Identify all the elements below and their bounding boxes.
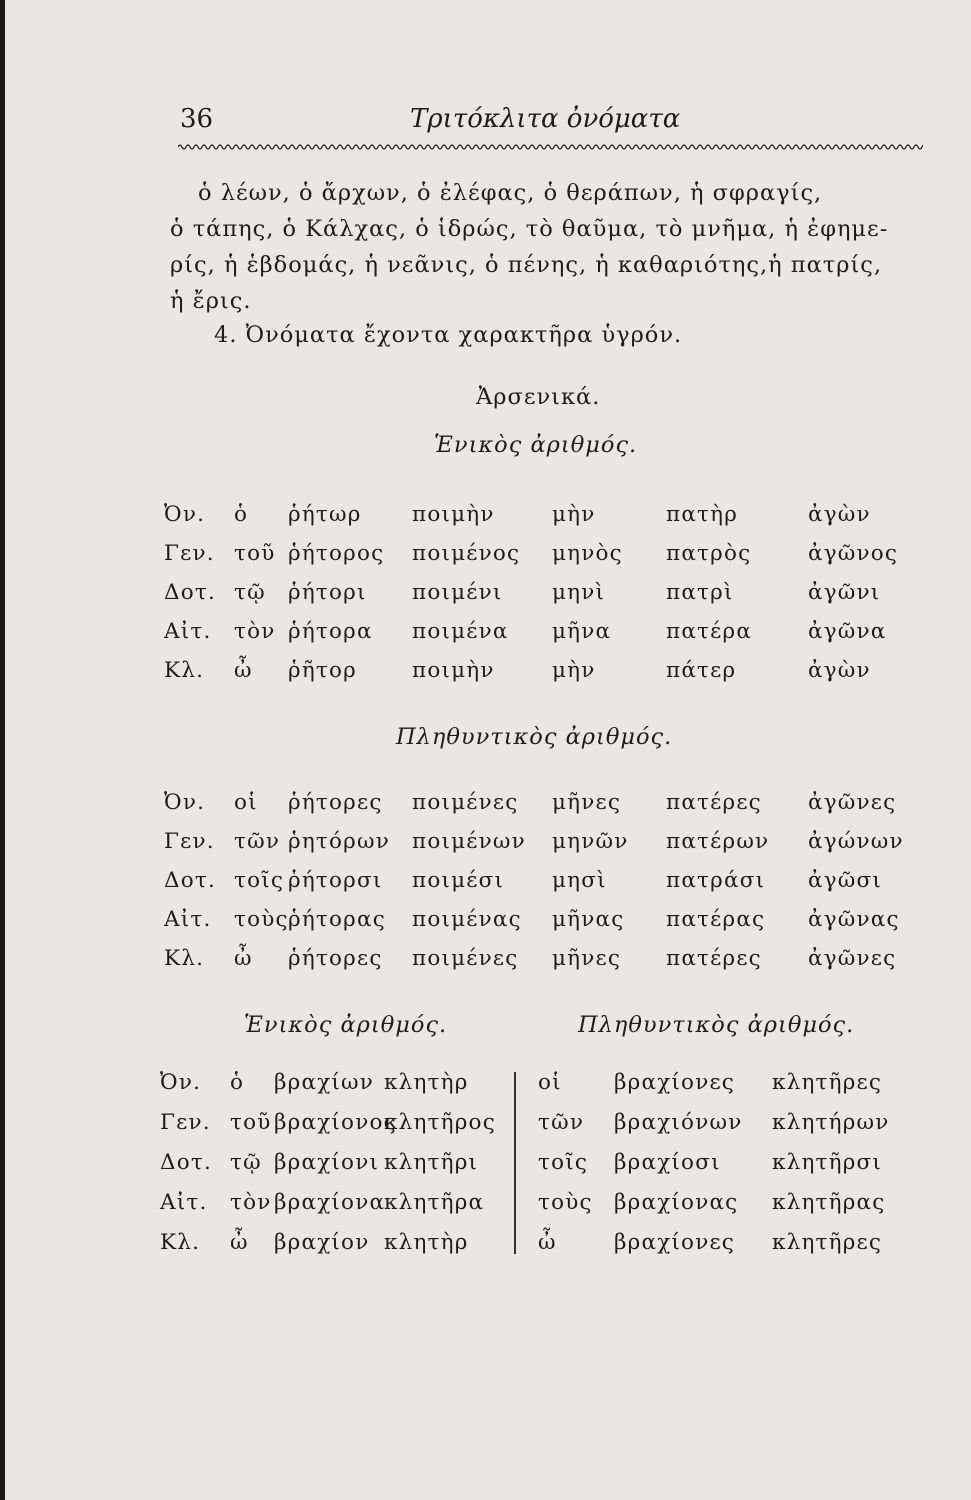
form-rhetor: ῥήτορα — [288, 619, 373, 644]
plural-article: τοῖς — [538, 1150, 589, 1175]
form-kleter: κλητῆρος — [384, 1110, 496, 1135]
article: τὸν — [230, 1190, 272, 1215]
case-label: Κλ. — [164, 658, 205, 683]
form-pater: πατέρας — [666, 907, 766, 932]
table2-singular-heading: Ἑνικὸς ἀριθμός. — [244, 1012, 448, 1038]
form-agon: ἀγὼν — [808, 658, 871, 683]
case-label: Δοτ. — [160, 1150, 212, 1175]
plural-article: οἱ — [538, 1070, 562, 1095]
article: τὸν — [234, 619, 276, 644]
case-label: Αἰτ. — [160, 1190, 208, 1215]
form-men: μησὶ — [552, 868, 607, 893]
article: τοῦ — [230, 1110, 272, 1135]
article: τοῦ — [234, 541, 276, 566]
plural-brachion: βραχίονας — [614, 1190, 739, 1215]
form-poimen: ποιμένα — [412, 619, 509, 644]
form-rhetor: ῥήτορας — [288, 907, 386, 932]
page-header — [180, 104, 920, 144]
article: ὁ — [234, 502, 249, 527]
article: τοὺς — [234, 907, 289, 932]
plural-kleter: κλητῆρσι — [772, 1150, 883, 1175]
form-rhetor: ῥήτορσι — [288, 868, 383, 893]
form-rhetor: ῥήτορες — [288, 790, 383, 815]
wavy-rule — [178, 140, 923, 154]
column-divider — [514, 1072, 516, 1254]
form-poimen: ποιμὴν — [412, 658, 495, 683]
article: τῷ — [230, 1150, 262, 1175]
gender-heading: Ἀρσενικά. — [476, 384, 601, 410]
form-agon: ἀγῶνα — [808, 619, 887, 644]
form-men: μῆνες — [552, 790, 622, 815]
form-kleter: κλητῆρι — [384, 1150, 479, 1175]
running-title: Τριτόκλιτα ὀνόματα — [410, 104, 681, 134]
form-poimen: ποιμέσι — [412, 868, 505, 893]
form-poimen: ποιμένας — [412, 907, 522, 932]
form-poimen: ποιμένες — [412, 790, 519, 815]
form-rhetor: ῥητόρων — [288, 829, 391, 854]
case-label: Δοτ. — [164, 868, 216, 893]
form-agon: ἀγῶσι — [808, 868, 883, 893]
page-number: 36 — [180, 104, 214, 134]
case-label: Αἰτ. — [164, 619, 212, 644]
form-pater: πατρὶ — [666, 580, 734, 605]
form-pater: πατέρες — [666, 790, 762, 815]
singular-heading: Ἑνικὸς ἀριθμός. — [434, 432, 638, 458]
plural-article: τῶν — [538, 1110, 585, 1135]
form-pater: πατέρων — [666, 829, 770, 854]
form-poimen: ποιμένες — [412, 946, 519, 971]
form-agon: ἀγῶνες — [808, 946, 897, 971]
plural-kleter: κλητῆρες — [772, 1230, 883, 1255]
form-brachion: βραχίονα — [274, 1190, 386, 1215]
form-pater: πάτερ — [666, 658, 737, 683]
form-brachion: βραχίονος — [274, 1110, 397, 1135]
case-label: Κλ. — [164, 946, 205, 971]
form-kleter: κλητῆρα — [384, 1190, 485, 1215]
table2-plural-heading: Πληθυντικὸς ἀριθμός. — [578, 1012, 855, 1038]
form-kleter: κλητὴρ — [384, 1230, 469, 1255]
form-men: μηνῶν — [552, 829, 629, 854]
form-men: μῆνες — [552, 946, 622, 971]
form-agon: ἀγῶνας — [808, 907, 900, 932]
plural-brachion: βραχίονες — [614, 1230, 736, 1255]
intro-line: ρίς, ἡ ἑβδομάς, ἡ νεᾶνις, ὁ πένης, ἡ καθαριότης,ἡ πατρίς, — [170, 252, 883, 278]
form-brachion: βραχίονι — [274, 1150, 380, 1175]
form-agon: ἀγὼν — [808, 502, 871, 527]
article: ὦ — [234, 946, 253, 971]
plural-article: τοὺς — [538, 1190, 593, 1215]
form-rhetor: ῥήτωρ — [288, 502, 362, 527]
case-label: Κλ. — [160, 1230, 201, 1255]
intro-line: ὁ λέων, ὁ ἄρχων, ὁ ἐλέφας, ὁ θεράπων, ἡ σφραγίς, — [198, 180, 823, 206]
article: τῶν — [234, 829, 281, 854]
form-agon: ἀγῶνες — [808, 790, 897, 815]
form-men: μὴν — [552, 658, 596, 683]
form-brachion: βραχίων — [274, 1070, 375, 1095]
form-pater: πατρὸς — [666, 541, 752, 566]
form-rhetor: ῥήτορες — [288, 946, 383, 971]
form-brachion: βραχίον — [274, 1230, 370, 1255]
form-men: μῆνα — [552, 619, 612, 644]
case-label: Γεν. — [164, 541, 215, 566]
form-pater: πατὴρ — [666, 502, 739, 527]
case-label: Γεν. — [160, 1110, 211, 1135]
form-pater: πατέρες — [666, 946, 762, 971]
article: τῷ — [234, 580, 266, 605]
form-rhetor: ῥῆτορ — [288, 658, 357, 683]
case-label: Γεν. — [164, 829, 215, 854]
form-poimen: ποιμένι — [412, 580, 503, 605]
form-rhetor: ῥήτορι — [288, 580, 367, 605]
case-label: Δοτ. — [164, 580, 216, 605]
article: οἱ — [234, 790, 258, 815]
section-heading-4: 4. Ὀνόματα ἔχοντα χαρακτῆρα ὑγρόν. — [214, 322, 683, 348]
intro-line: ἡ ἔρις. — [170, 288, 252, 314]
page-edge — [0, 0, 5, 1500]
form-men: μηνὶ — [552, 580, 606, 605]
plural-kleter: κλητῆρας — [772, 1190, 886, 1215]
case-label: Ὀν. — [164, 790, 206, 815]
article: τοῖς — [234, 868, 285, 893]
intro-line: ὁ τάπης, ὁ Κάλχας, ὁ ἱδρώς, τὸ θαῦμα, τὸ μνῆμα, ἡ ἐφημε- — [170, 216, 889, 242]
form-men: μηνὸς — [552, 541, 623, 566]
plural-brachion: βραχίονες — [614, 1070, 736, 1095]
form-pater: πατέρα — [666, 619, 753, 644]
form-poimen: ποιμὴν — [412, 502, 495, 527]
form-poimen: ποιμένος — [412, 541, 521, 566]
form-men: μὴν — [552, 502, 596, 527]
article: ὦ — [234, 658, 253, 683]
case-label: Ὀν. — [160, 1070, 202, 1095]
form-pater: πατράσι — [666, 868, 766, 893]
form-agon: ἀγῶνι — [808, 580, 881, 605]
plural-article: ὦ — [538, 1230, 557, 1255]
form-rhetor: ῥήτορος — [288, 541, 385, 566]
form-agon: ἀγῶνος — [808, 541, 899, 566]
form-kleter: κλητὴρ — [384, 1070, 469, 1095]
form-agon: ἀγώνων — [808, 829, 904, 854]
plural-brachion: βραχίοσι — [614, 1150, 721, 1175]
form-men: μῆνας — [552, 907, 625, 932]
plural-heading: Πληθυντικὸς ἀριθμός. — [396, 724, 673, 750]
form-poimen: ποιμένων — [412, 829, 526, 854]
case-label: Ὀν. — [164, 502, 206, 527]
article: ὦ — [230, 1230, 249, 1255]
case-label: Αἰτ. — [164, 907, 212, 932]
article: ὁ — [230, 1070, 245, 1095]
plural-kleter: κλητήρων — [772, 1110, 890, 1135]
plural-kleter: κλητῆρες — [772, 1070, 883, 1095]
plural-brachion: βραχιόνων — [614, 1110, 743, 1135]
